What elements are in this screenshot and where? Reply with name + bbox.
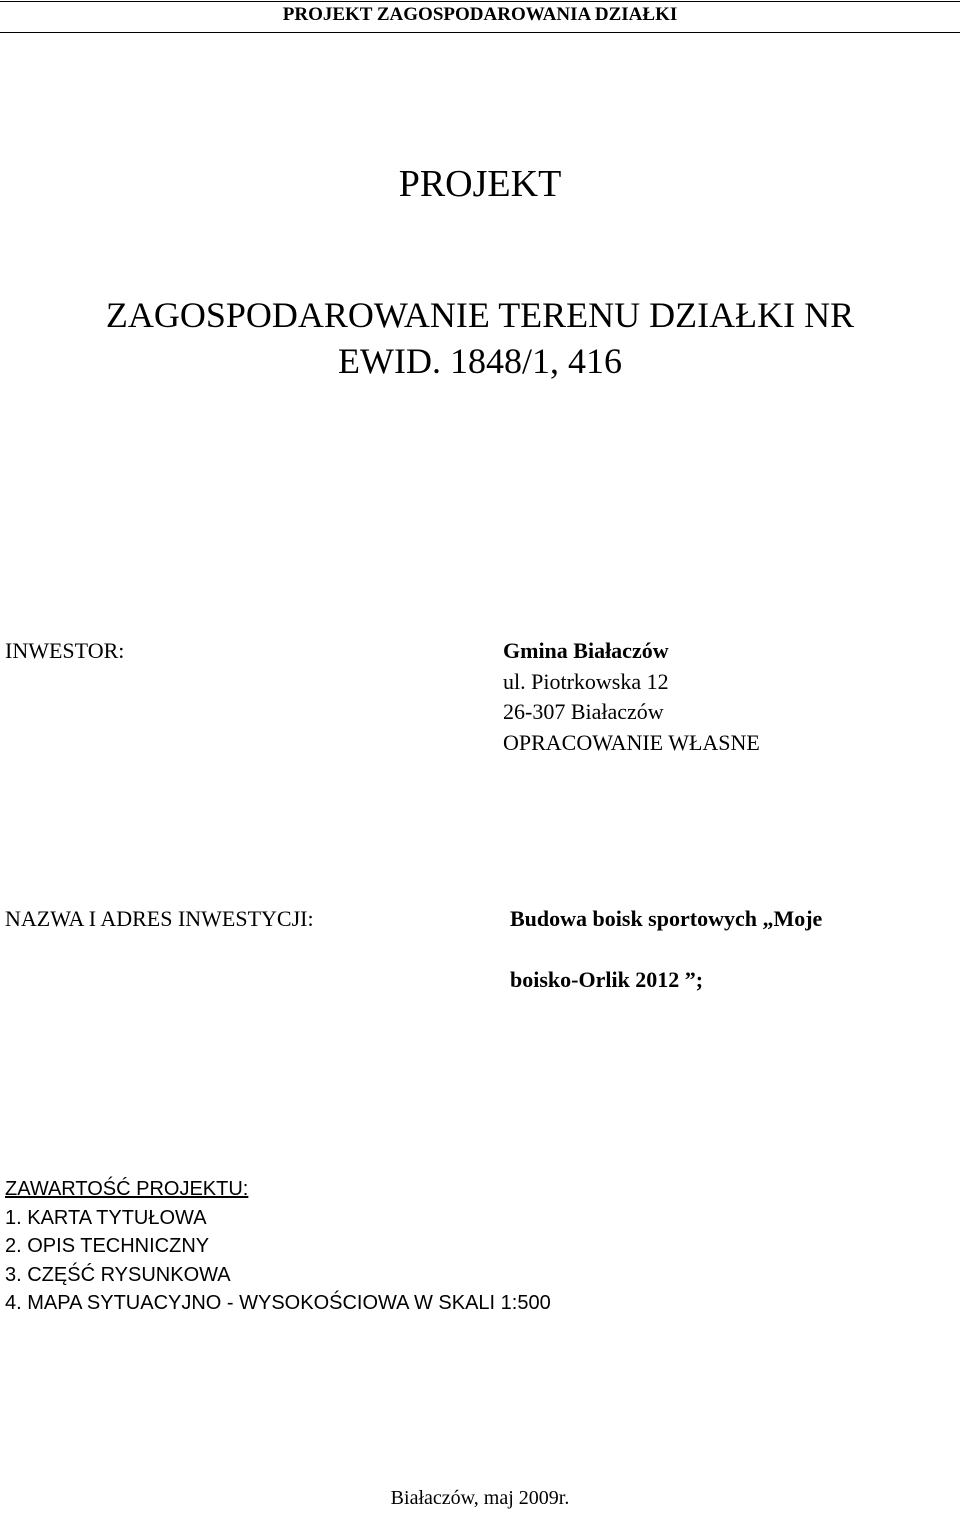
- investor-name: Gmina Białaczów: [503, 638, 669, 663]
- investment-name-line-2: boisko-Orlik 2012 ”;: [510, 967, 704, 992]
- contents-item: 3. CZĘŚĆ RYSUNKOWA: [5, 1263, 231, 1286]
- investment-name-line-1: Budowa boisk sportowych „Moje: [510, 906, 823, 931]
- investor-city: 26-307 Białaczów: [503, 699, 664, 724]
- investor-details: [503, 636, 760, 758]
- investor-label: INWESTOR:: [5, 638, 125, 663]
- contents-item: 2. OPIS TECHNICZNY: [5, 1235, 210, 1257]
- subtitle-line-1: ZAGOSPODAROWANIE TERENU DZIAŁKI NR: [105, 295, 855, 335]
- project-contents: [5, 1175, 551, 1318]
- investor-note: OPRACOWANIE WŁASNE: [503, 729, 760, 755]
- running-header: PROJEKT ZAGOSPODAROWANIA DZIAŁKI: [282, 4, 678, 25]
- investor-street: ul. Piotrkowska 12: [503, 668, 669, 694]
- place-and-date: Białaczów, maj 2009r.: [390, 1487, 570, 1509]
- contents-item: 4. MAPA SYTUACYJNO - WYSOKOŚCIOWA W SKALI 1:500: [5, 1292, 551, 1314]
- document-title: PROJEKT: [398, 163, 562, 205]
- investment-label: NAZWA I ADRES INWESTYCJI:: [5, 906, 314, 931]
- contents-item: 1. KARTA TYTUŁOWA: [5, 1206, 207, 1229]
- header-bottom-rule: [0, 32, 960, 33]
- subtitle-line-2: EWID. 1848/1, 416: [338, 341, 622, 381]
- contents-title: ZAWARTOŚĆ PROJEKTU:: [5, 1178, 249, 1200]
- document-subtitle: [0, 292, 960, 384]
- header-top-rule: [0, 1, 960, 2]
